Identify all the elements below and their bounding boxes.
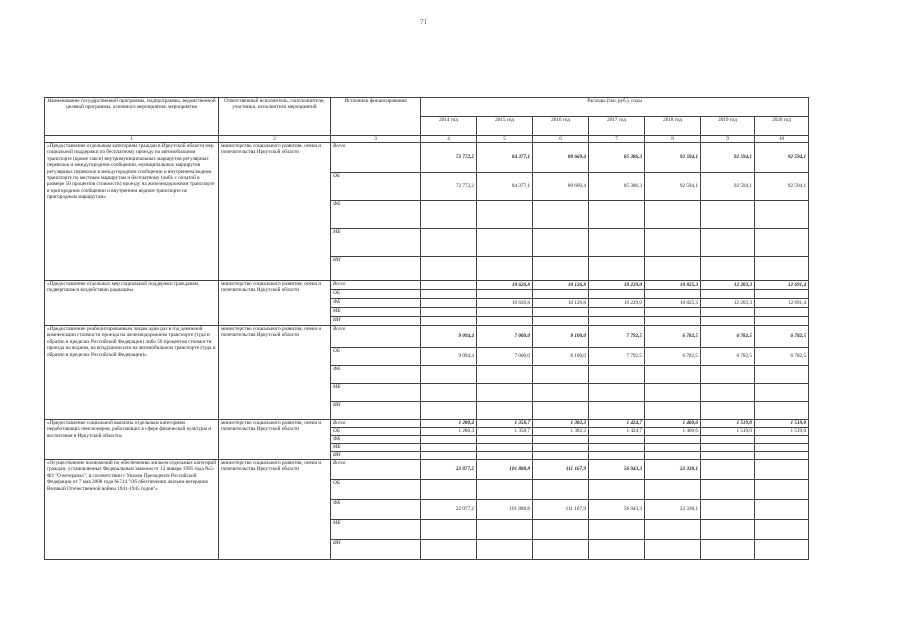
column-number: 6 <box>533 136 589 143</box>
amount-cell <box>645 229 701 257</box>
amount-cell <box>477 384 533 402</box>
executor-cell: министерство социального развития, опеки и попечительства Иркутской области <box>219 420 331 460</box>
amount-cell <box>645 384 701 402</box>
amount-cell <box>701 480 755 500</box>
amount-cell <box>421 480 477 500</box>
header-executor: Ответственный исполнитель, соисполнители, участники, исполнители мероприятий <box>219 98 331 136</box>
amount-cell <box>421 281 477 290</box>
amount-cell <box>533 402 589 420</box>
funding-source: МБ <box>331 384 421 402</box>
amount-cell <box>589 308 645 317</box>
amount-cell: 111 167,9 <box>533 500 589 520</box>
amount-cell <box>533 444 589 452</box>
amount-cell <box>701 366 755 384</box>
amount-cell: 1 382,3 <box>533 428 589 436</box>
amount-cell: 6 782,5 <box>701 326 755 348</box>
amount-cell: 92 594,1 <box>755 143 809 173</box>
amount-cell: 7 000,0 <box>477 326 533 348</box>
amount-cell <box>533 290 589 299</box>
amount-cell: 10 825,3 <box>645 299 701 308</box>
amount-cell <box>589 402 645 420</box>
amount-cell: 92 594,1 <box>755 173 809 201</box>
amount-cell <box>589 540 645 560</box>
amount-cell <box>701 201 755 229</box>
amount-cell <box>477 366 533 384</box>
amount-cell <box>755 520 809 540</box>
amount-cell <box>645 444 701 452</box>
amount-cell: 111 167,9 <box>533 460 589 480</box>
amount-cell <box>645 480 701 500</box>
amount-cell: 10 229,0 <box>589 299 645 308</box>
funding-source: Всего <box>331 460 421 480</box>
amount-cell: 101 888,8 <box>477 460 533 480</box>
amount-cell <box>533 384 589 402</box>
amount-cell: 8 100,0 <box>533 348 589 366</box>
amount-cell: 10 626,8 <box>477 281 533 290</box>
amount-cell: 12 691,4 <box>755 299 809 308</box>
amount-cell <box>589 257 645 281</box>
amount-cell <box>589 520 645 540</box>
amount-cell <box>421 366 477 384</box>
amount-cell <box>421 452 477 460</box>
amount-cell: 72 772,2 <box>421 143 477 173</box>
funding-source: ИИ <box>331 317 421 326</box>
amount-cell: 85 386,3 <box>589 173 645 201</box>
amount-cell: 1 519,0 <box>755 428 809 436</box>
amount-cell <box>701 460 755 480</box>
amount-cell <box>755 436 809 444</box>
amount-cell: 84 377,1 <box>477 173 533 201</box>
amount-cell <box>533 520 589 540</box>
table-row <box>45 460 809 480</box>
amount-cell <box>421 308 477 317</box>
amount-cell: 1 460,6 <box>645 428 701 436</box>
column-number: 2 <box>219 136 331 143</box>
amount-cell <box>477 452 533 460</box>
funding-source: ОБ <box>331 480 421 500</box>
amount-cell <box>755 500 809 520</box>
amount-cell <box>421 540 477 560</box>
amount-cell <box>477 480 533 500</box>
amount-cell <box>421 257 477 281</box>
header-program: Наименование государственной программы, подпрограммы, ведомственной целевой программы, основного мероприятия, мероприятия <box>45 98 219 136</box>
amount-cell <box>755 452 809 460</box>
amount-cell <box>477 520 533 540</box>
amount-cell: 1 424,7 <box>589 420 645 428</box>
header-year: 2016 год <box>533 117 589 136</box>
funding-source: ФБ <box>331 436 421 444</box>
amount-cell <box>533 229 589 257</box>
amount-cell <box>477 257 533 281</box>
header-year: 2015 год <box>477 117 533 136</box>
funding-source: ФБ <box>331 299 421 308</box>
amount-cell <box>533 436 589 444</box>
funding-source: ФБ <box>331 500 421 520</box>
amount-cell: 12 691,4 <box>755 281 809 290</box>
amount-cell: 1 519,0 <box>701 420 755 428</box>
funding-table <box>44 97 809 560</box>
amount-cell <box>701 436 755 444</box>
amount-cell: 1 519,0 <box>701 428 755 436</box>
amount-cell: 1 358,7 <box>477 428 533 436</box>
amount-cell: 6 782,5 <box>755 326 809 348</box>
funding-source: ОБ <box>331 348 421 366</box>
funding-source: МБ <box>331 229 421 257</box>
header-source: Источники финансирования <box>331 98 421 136</box>
funding-source: Всего <box>331 143 421 173</box>
amount-cell: 12 203,3 <box>701 281 755 290</box>
amount-cell <box>477 290 533 299</box>
amount-cell <box>589 229 645 257</box>
amount-cell: 9 094,4 <box>421 348 477 366</box>
amount-cell <box>589 452 645 460</box>
amount-cell <box>421 290 477 299</box>
funding-source: ОБ <box>331 428 421 436</box>
column-number: 5 <box>477 136 533 143</box>
amount-cell: 22 077,2 <box>421 500 477 520</box>
amount-cell <box>533 540 589 560</box>
funding-source: ИИ <box>331 540 421 560</box>
amount-cell <box>477 402 533 420</box>
amount-cell: 80 669,4 <box>533 173 589 201</box>
amount-cell: 12 203,3 <box>701 299 755 308</box>
table-row <box>45 281 809 290</box>
amount-cell: 6 782,5 <box>755 348 809 366</box>
column-number: 9 <box>701 136 755 143</box>
executor-cell: министерство социального развития, опеки и попечительства Иркутской области <box>219 460 331 560</box>
amount-cell: 10 626,8 <box>477 299 533 308</box>
funding-source: Всего <box>331 420 421 428</box>
amount-cell <box>421 402 477 420</box>
amount-cell: 101 888,8 <box>477 500 533 520</box>
amount-cell: 10 229,0 <box>589 281 645 290</box>
funding-source: ИИ <box>331 257 421 281</box>
amount-cell <box>645 452 701 460</box>
amount-cell <box>701 402 755 420</box>
amount-cell <box>533 452 589 460</box>
amount-cell <box>477 444 533 452</box>
amount-cell: 92 594,1 <box>645 173 701 201</box>
amount-cell <box>421 444 477 452</box>
amount-cell: 80 669,4 <box>533 143 589 173</box>
funding-source: ФБ <box>331 201 421 229</box>
amount-cell <box>477 201 533 229</box>
amount-cell: 72 772,2 <box>421 173 477 201</box>
amount-cell <box>589 317 645 326</box>
page-number: 71 <box>420 18 427 26</box>
funding-source: МБ <box>331 444 421 452</box>
amount-cell <box>755 229 809 257</box>
amount-cell <box>421 520 477 540</box>
amount-cell <box>645 201 701 229</box>
amount-cell: 92 594,1 <box>701 173 755 201</box>
amount-cell <box>645 257 701 281</box>
amount-cell: 7 792,5 <box>589 326 645 348</box>
amount-cell <box>645 366 701 384</box>
amount-cell: 6 782,5 <box>645 348 701 366</box>
amount-cell <box>533 366 589 384</box>
amount-cell <box>701 500 755 520</box>
table-row <box>45 326 809 348</box>
column-number: 4 <box>421 136 477 143</box>
funding-source: Всего <box>331 281 421 290</box>
amount-cell <box>645 317 701 326</box>
funding-source: ИИ <box>331 452 421 460</box>
amount-cell: 10 825,3 <box>645 281 701 290</box>
table-row <box>45 143 809 173</box>
funding-source: ОБ <box>331 173 421 201</box>
amount-cell <box>645 402 701 420</box>
program-title: «Предоставление отдельным категориям граждан в Иркутской области мер социальной поддержки по бесплатному проезду на автомобильном транспорте (кроме такси) внутримуниципальных маршрутов регулярных перевозок и междугородном сообщении, муниципальных маршрутов регулярных перевозок в междугородном сообщении и внутреннем водном транспорте по местным маршрутам и бесплатному (либо с оплатой в размере 50 процентов стоимости) проезду на железнодорожном транспорте в пригородном сообщении и внутреннем водном транспорте по пригородным маршрутам» <box>45 143 219 281</box>
amount-cell: 7 000,0 <box>477 348 533 366</box>
executor-cell: министерство социального развития, опеки и попечительства Иркутской области <box>219 281 331 326</box>
amount-cell: 1 424,7 <box>589 428 645 436</box>
amount-cell <box>755 460 809 480</box>
amount-cell <box>701 229 755 257</box>
amount-cell <box>477 308 533 317</box>
funding-source: МБ <box>331 308 421 317</box>
column-number: 1 <box>45 136 219 143</box>
executor-cell: министерство социального развития, опеки и попечительства Иркутской области <box>219 326 331 420</box>
funding-source: МБ <box>331 520 421 540</box>
program-title: «Осуществление полномочий по обеспечению жильем отдельных категорий граждан, установленных Федеральным законом от 12 января 1995 года №5-ФЗ "О ветеранах", в соответствии с Указом Президента Российской Федерации от 7 мая 2008 года №714 "Об обеспечении жильем ветеранов Великой Отечественной войны 1941-1945 годов"» <box>45 460 219 560</box>
amount-cell <box>589 444 645 452</box>
column-number: 7 <box>589 136 645 143</box>
amount-cell: 84 377,1 <box>477 143 533 173</box>
amount-cell: 22 077,2 <box>421 460 477 480</box>
program-title: «Предоставление социальной выплаты отдельным категориям неработающих пенсионеров, работающих в сфере физической культуры и воспитания в Иркутской области» <box>45 420 219 460</box>
header-year: 2020 год <box>755 117 809 136</box>
amount-cell <box>701 317 755 326</box>
amount-cell <box>701 308 755 317</box>
amount-cell <box>589 436 645 444</box>
amount-cell <box>755 366 809 384</box>
amount-cell: 1 519,0 <box>755 420 809 428</box>
amount-cell <box>755 540 809 560</box>
funding-source: Всего <box>331 326 421 348</box>
amount-cell <box>755 384 809 402</box>
amount-cell: 7 792,5 <box>589 348 645 366</box>
funding-source: ОБ <box>331 290 421 299</box>
amount-cell: 9 094,4 <box>421 326 477 348</box>
amount-cell <box>755 257 809 281</box>
amount-cell: 85 386,3 <box>589 143 645 173</box>
amount-cell: 22 338,1 <box>645 500 701 520</box>
amount-cell <box>477 317 533 326</box>
amount-cell: 56 943,3 <box>589 460 645 480</box>
amount-cell <box>533 308 589 317</box>
amount-cell <box>533 317 589 326</box>
program-title: «Предоставление реабилитированным лицам один раз в год денежной компенсации стоимости проезда на железнодорожном транспорте (туда и обратно в пределах Российской Федерации) либо 50 процентов стоимости проезда на водном, на воздушном или на автомобильном транспорте (туда и обратно в пределах Российской Федерации)» <box>45 326 219 420</box>
amount-cell <box>645 308 701 317</box>
column-numbers-row <box>45 136 809 143</box>
amount-cell <box>533 480 589 500</box>
header-expenses: Расходы (тыс.руб.), годы <box>421 98 809 117</box>
amount-cell <box>755 308 809 317</box>
amount-cell <box>477 229 533 257</box>
amount-cell <box>645 540 701 560</box>
amount-cell: 56 943,3 <box>589 500 645 520</box>
amount-cell <box>421 317 477 326</box>
amount-cell <box>645 520 701 540</box>
column-number: 8 <box>645 136 701 143</box>
amount-cell <box>421 436 477 444</box>
amount-cell <box>755 480 809 500</box>
amount-cell: 10 126,8 <box>533 299 589 308</box>
amount-cell <box>421 384 477 402</box>
amount-cell <box>755 317 809 326</box>
amount-cell <box>589 290 645 299</box>
column-number: 10 <box>755 136 809 143</box>
amount-cell <box>755 444 809 452</box>
column-number: 3 <box>331 136 421 143</box>
funding-source: ИИ <box>331 402 421 420</box>
amount-cell <box>701 444 755 452</box>
amount-cell: 1 460,6 <box>645 420 701 428</box>
amount-cell <box>701 384 755 402</box>
amount-cell <box>755 201 809 229</box>
amount-cell: 1 382,3 <box>533 420 589 428</box>
amount-cell <box>477 436 533 444</box>
amount-cell <box>755 402 809 420</box>
amount-cell: 92 594,1 <box>701 143 755 173</box>
amount-cell <box>589 366 645 384</box>
amount-cell <box>533 257 589 281</box>
amount-cell <box>701 290 755 299</box>
amount-cell: 6 782,5 <box>645 326 701 348</box>
amount-cell <box>421 201 477 229</box>
amount-cell <box>589 201 645 229</box>
amount-cell <box>701 520 755 540</box>
funding-source: ФБ <box>331 366 421 384</box>
header-year: 2018 год <box>645 117 701 136</box>
amount-cell <box>645 290 701 299</box>
amount-cell <box>477 540 533 560</box>
executor-cell: министерство социального развития, опеки и попечительства Иркутской области <box>219 143 331 281</box>
header-year: 2014 год <box>421 117 477 136</box>
program-title: «Предоставление отдельных мер социальной поддержки гражданам, подвергшимся воздействию радиации» <box>45 281 219 326</box>
amount-cell: 10 126,8 <box>533 281 589 290</box>
amount-cell <box>421 299 477 308</box>
amount-cell: 6 782,5 <box>701 348 755 366</box>
amount-cell <box>589 384 645 402</box>
amount-cell: 8 100,0 <box>533 326 589 348</box>
amount-cell <box>421 229 477 257</box>
amount-cell: 22 338,1 <box>645 460 701 480</box>
amount-cell: 1 358,7 <box>477 420 533 428</box>
amount-cell: 1 280,4 <box>421 420 477 428</box>
header-year: 2017 год <box>589 117 645 136</box>
table-row <box>45 420 809 428</box>
amount-cell <box>533 201 589 229</box>
amount-cell <box>701 257 755 281</box>
amount-cell <box>589 480 645 500</box>
amount-cell <box>701 540 755 560</box>
amount-cell <box>645 436 701 444</box>
amount-cell: 92 594,1 <box>645 143 701 173</box>
amount-cell <box>755 290 809 299</box>
amount-cell <box>701 452 755 460</box>
header-year: 2019 год <box>701 117 755 136</box>
amount-cell: 1 280,4 <box>421 428 477 436</box>
